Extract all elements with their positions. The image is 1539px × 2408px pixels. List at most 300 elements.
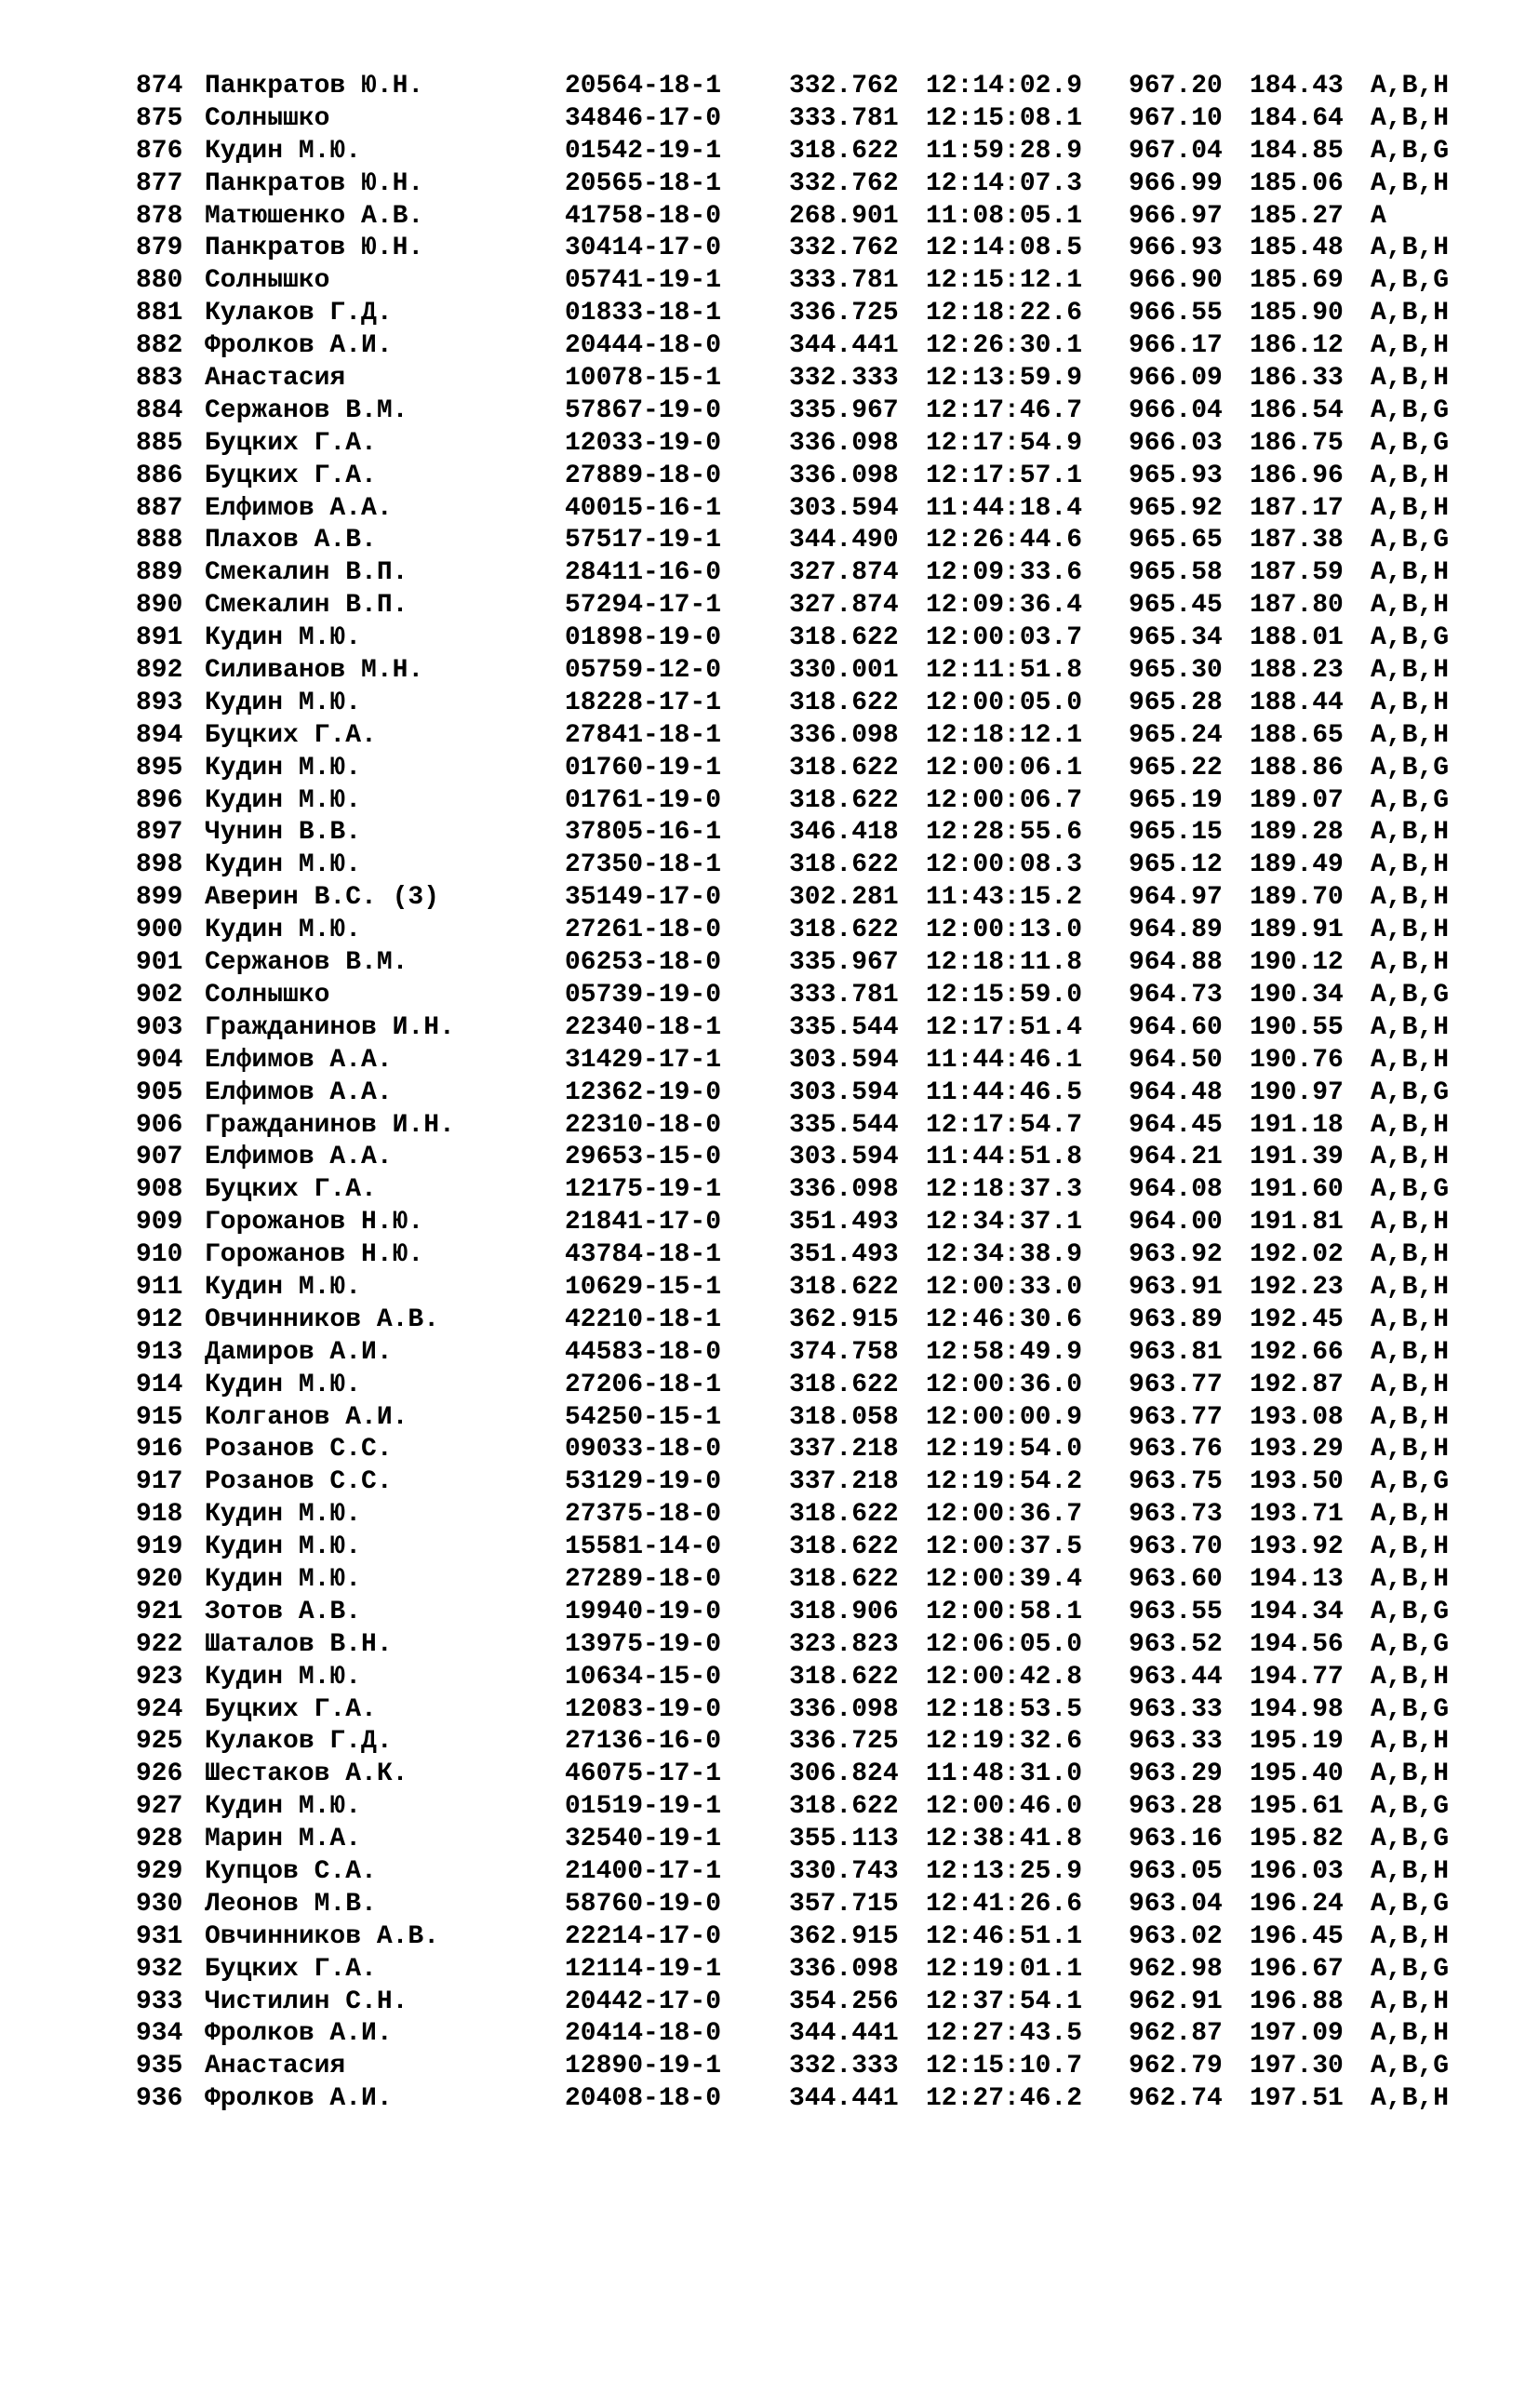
speed: 964.48: [1129, 1077, 1223, 1107]
table-row: [136, 1077, 1476, 1110]
flags: A,B,G: [1371, 623, 1450, 653]
owner-name: Елфимов А.А.: [205, 493, 393, 523]
coefficient: 189.28: [1250, 818, 1344, 848]
ring-number: 28411-16-0: [565, 558, 722, 588]
ring-number: 29653-15-0: [565, 1143, 722, 1172]
speed: 964.21: [1129, 1143, 1223, 1172]
ring-number: 18228-17-1: [565, 688, 722, 717]
distance: 354.256: [789, 1987, 899, 2016]
table-row: [136, 1207, 1476, 1239]
coefficient: 193.29: [1250, 1435, 1344, 1465]
speed: 964.60: [1129, 1012, 1223, 1042]
ring-number: 20408-18-0: [565, 2084, 722, 2114]
distance: 303.594: [789, 1143, 899, 1172]
arrival-time: 12:17:54.7: [926, 1110, 1083, 1140]
distance: 268.901: [789, 201, 899, 231]
coefficient: 186.33: [1250, 364, 1344, 394]
coefficient: 189.07: [1250, 785, 1344, 815]
flags: A,B,H: [1371, 720, 1450, 750]
coefficient: 196.45: [1250, 1921, 1344, 1951]
arrival-time: 12:14:02.9: [926, 72, 1083, 100]
speed: 964.50: [1129, 1045, 1223, 1075]
coefficient: 187.17: [1250, 493, 1344, 523]
arrival-time: 12:17:46.7: [926, 395, 1083, 425]
coefficient: 189.91: [1250, 916, 1344, 945]
speed: 962.91: [1129, 1987, 1223, 2016]
distance: 362.915: [789, 1921, 899, 1951]
speed: 963.70: [1129, 1532, 1223, 1562]
arrival-time: 12:34:37.1: [926, 1208, 1083, 1237]
owner-name: Кудин М.Ю.: [205, 1564, 362, 1594]
arrival-time: 12:00:08.3: [926, 850, 1083, 880]
distance: 336.098: [789, 428, 899, 458]
flags: A,B,H: [1371, 1370, 1450, 1399]
distance: 318.058: [789, 1402, 899, 1432]
flags: A,B,H: [1371, 299, 1450, 328]
speed: 966.90: [1129, 266, 1223, 296]
coefficient: 197.09: [1250, 2019, 1344, 2049]
flags: A,B,G: [1371, 428, 1450, 458]
flags: A,B,H: [1371, 916, 1450, 945]
owner-name: Солнышко: [205, 103, 330, 133]
place-number: 922: [136, 1629, 183, 1659]
distance: 318.622: [789, 1792, 899, 1822]
owner-name: Кудин М.Ю.: [205, 1792, 362, 1822]
ring-number: 27206-18-1: [565, 1370, 722, 1399]
table-row: [136, 1304, 1476, 1337]
table-row: [136, 1142, 1476, 1174]
table-row: [136, 882, 1476, 915]
coefficient: 188.23: [1250, 656, 1344, 686]
distance: 327.874: [789, 591, 899, 621]
flags: A,B,H: [1371, 1500, 1450, 1530]
place-number: 920: [136, 1564, 183, 1594]
speed: 963.92: [1129, 1240, 1223, 1270]
distance: 346.418: [789, 818, 899, 848]
table-row: [136, 1597, 1476, 1629]
flags: A: [1371, 201, 1386, 231]
coefficient: 191.60: [1250, 1175, 1344, 1205]
flags: A,B,G: [1371, 1629, 1450, 1659]
coefficient: 197.51: [1250, 2084, 1344, 2114]
arrival-time: 12:18:22.6: [926, 299, 1083, 328]
coefficient: 192.02: [1250, 1240, 1344, 1270]
table-row: [136, 1791, 1476, 1824]
arrival-time: 11:48:31.0: [926, 1759, 1083, 1789]
arrival-time: 12:13:59.9: [926, 364, 1083, 394]
place-number: 929: [136, 1856, 183, 1886]
owner-name: Панкратов Ю.Н.: [205, 72, 424, 100]
speed: 963.33: [1129, 1727, 1223, 1757]
place-number: 874: [136, 72, 183, 100]
table-row: [136, 655, 1476, 688]
table-row: [136, 298, 1476, 330]
place-number: 877: [136, 168, 183, 198]
flags: A,B,G: [1371, 1954, 1450, 1984]
owner-name: Кудин М.Ю.: [205, 1370, 362, 1399]
distance: 318.622: [789, 1272, 899, 1302]
ring-number: 12890-19-1: [565, 2052, 722, 2081]
ring-number: 44583-18-0: [565, 1337, 722, 1367]
arrival-time: 12:17:54.9: [926, 428, 1083, 458]
coefficient: 192.45: [1250, 1304, 1344, 1334]
distance: 335.967: [789, 395, 899, 425]
flags: A,B,H: [1371, 2019, 1450, 2049]
owner-name: Розанов С.С.: [205, 1435, 393, 1465]
distance: 318.622: [789, 688, 899, 717]
distance: 333.781: [789, 103, 899, 133]
results-table: [136, 71, 1476, 2116]
distance: 318.622: [789, 753, 899, 783]
flags: A,B,H: [1371, 818, 1450, 848]
distance: 332.333: [789, 2052, 899, 2081]
arrival-time: 12:18:12.1: [926, 720, 1083, 750]
coefficient: 185.06: [1250, 168, 1344, 198]
ring-number: 27350-18-1: [565, 850, 722, 880]
coefficient: 192.66: [1250, 1337, 1344, 1367]
coefficient: 190.55: [1250, 1012, 1344, 1042]
flags: A,B,H: [1371, 1921, 1450, 1951]
arrival-time: 12:13:25.9: [926, 1856, 1083, 1886]
arrival-time: 12:58:49.9: [926, 1337, 1083, 1367]
speed: 965.24: [1129, 720, 1223, 750]
owner-name: Панкратов Ю.Н.: [205, 234, 424, 263]
owner-name: Кудин М.Ю.: [205, 1500, 362, 1530]
owner-name: Кудин М.Ю.: [205, 1532, 362, 1562]
ring-number: 21841-17-0: [565, 1208, 722, 1237]
distance: 318.622: [789, 850, 899, 880]
table-row: [136, 136, 1476, 168]
ring-number: 05739-19-0: [565, 980, 722, 1010]
ring-number: 20564-18-1: [565, 72, 722, 100]
flags: A,B,G: [1371, 1825, 1450, 1854]
owner-name: Колганов А.И.: [205, 1402, 408, 1432]
owner-name: Кулаков Г.Д.: [205, 299, 393, 328]
coefficient: 195.19: [1250, 1727, 1344, 1757]
flags: A,B,H: [1371, 461, 1450, 490]
ring-number: 12362-19-0: [565, 1077, 722, 1107]
flags: A,B,H: [1371, 1272, 1450, 1302]
ring-number: 01898-19-0: [565, 623, 722, 653]
speed: 962.74: [1129, 2084, 1223, 2114]
arrival-time: 12:00:06.7: [926, 785, 1083, 815]
arrival-time: 12:27:43.5: [926, 2019, 1083, 2049]
flags: A,B,H: [1371, 1727, 1450, 1757]
place-number: 886: [136, 461, 183, 490]
coefficient: 186.75: [1250, 428, 1344, 458]
place-number: 933: [136, 1987, 183, 2016]
coefficient: 194.98: [1250, 1694, 1344, 1724]
table-row: [136, 201, 1476, 234]
coefficient: 187.80: [1250, 591, 1344, 621]
place-number: 916: [136, 1435, 183, 1465]
flags: A,B,H: [1371, 234, 1450, 263]
distance: 344.441: [789, 331, 899, 361]
flags: A,B,H: [1371, 1564, 1450, 1594]
distance: 333.781: [789, 266, 899, 296]
ring-number: 12114-19-1: [565, 1954, 722, 1984]
owner-name: Анастасия: [205, 364, 346, 394]
ring-number: 20414-18-0: [565, 2019, 722, 2049]
owner-name: Солнышко: [205, 266, 330, 296]
speed: 963.89: [1129, 1304, 1223, 1334]
coefficient: 190.12: [1250, 948, 1344, 978]
owner-name: Буцких Г.А.: [205, 461, 377, 490]
coefficient: 192.23: [1250, 1272, 1344, 1302]
distance: 318.622: [789, 1532, 899, 1562]
coefficient: 186.12: [1250, 331, 1344, 361]
owner-name: Шестаков А.К.: [205, 1759, 408, 1789]
flags: A,B,H: [1371, 331, 1450, 361]
place-number: 888: [136, 526, 183, 555]
place-number: 918: [136, 1500, 183, 1530]
ring-number: 15581-14-0: [565, 1532, 722, 1562]
coefficient: 185.69: [1250, 266, 1344, 296]
ring-number: 37805-16-1: [565, 818, 722, 848]
ring-number: 31429-17-1: [565, 1045, 722, 1075]
distance: 303.594: [789, 1045, 899, 1075]
table-row: [136, 1174, 1476, 1207]
ring-number: 22214-17-0: [565, 1921, 722, 1951]
ring-number: 40015-16-1: [565, 493, 722, 523]
coefficient: 196.88: [1250, 1987, 1344, 2016]
coefficient: 190.97: [1250, 1077, 1344, 1107]
table-row: [136, 1694, 1476, 1727]
arrival-time: 11:43:15.2: [926, 883, 1083, 913]
place-number: 902: [136, 980, 183, 1010]
table-row: [136, 590, 1476, 622]
distance: 357.715: [789, 1889, 899, 1919]
place-number: 879: [136, 234, 183, 263]
place-number: 896: [136, 785, 183, 815]
speed: 962.98: [1129, 1954, 1223, 1984]
speed: 962.87: [1129, 2019, 1223, 2049]
arrival-time: 12:34:38.9: [926, 1240, 1083, 1270]
speed: 965.58: [1129, 558, 1223, 588]
distance: 302.281: [789, 883, 899, 913]
arrival-time: 12:00:46.0: [926, 1792, 1083, 1822]
table-row: [136, 168, 1476, 201]
distance: 318.622: [789, 136, 899, 166]
arrival-time: 12:00:00.9: [926, 1402, 1083, 1432]
ring-number: 01761-19-0: [565, 785, 722, 815]
ring-number: 27841-18-1: [565, 720, 722, 750]
owner-name: Кудин М.Ю.: [205, 753, 362, 783]
ring-number: 20442-17-0: [565, 1987, 722, 2016]
owner-name: Кудин М.Ю.: [205, 136, 362, 166]
speed: 967.04: [1129, 136, 1223, 166]
table-row: [136, 1629, 1476, 1662]
table-row: [136, 622, 1476, 655]
arrival-time: 12:18:37.3: [926, 1175, 1083, 1205]
owner-name: Марин М.А.: [205, 1825, 362, 1854]
ring-number: 21400-17-1: [565, 1856, 722, 1886]
flags: A,B,H: [1371, 883, 1450, 913]
arrival-time: 12:26:30.1: [926, 331, 1083, 361]
flags: A,B,H: [1371, 850, 1450, 880]
place-number: 930: [136, 1889, 183, 1919]
arrival-time: 12:27:46.2: [926, 2084, 1083, 2114]
owner-name: Чунин В.В.: [205, 818, 362, 848]
ring-number: 12175-19-1: [565, 1175, 722, 1205]
speed: 965.34: [1129, 623, 1223, 653]
table-row: [136, 557, 1476, 590]
arrival-time: 12:00:58.1: [926, 1597, 1083, 1626]
ring-number: 53129-19-0: [565, 1467, 722, 1497]
speed: 963.77: [1129, 1402, 1223, 1432]
coefficient: 191.81: [1250, 1208, 1344, 1237]
ring-number: 01542-19-1: [565, 136, 722, 166]
place-number: 909: [136, 1208, 183, 1237]
owner-name: Розанов С.С.: [205, 1467, 393, 1497]
flags: A,B,G: [1371, 1077, 1450, 1107]
flags: A,B,H: [1371, 1987, 1450, 2016]
distance: 351.493: [789, 1208, 899, 1237]
place-number: 894: [136, 720, 183, 750]
arrival-time: 12:41:26.6: [926, 1889, 1083, 1919]
flags: A,B,G: [1371, 2052, 1450, 2081]
flags: A,B,G: [1371, 785, 1450, 815]
flags: A,B,H: [1371, 1045, 1450, 1075]
place-number: 881: [136, 299, 183, 328]
owner-name: Смекалин В.П.: [205, 591, 408, 621]
speed: 966.55: [1129, 299, 1223, 328]
distance: 327.874: [789, 558, 899, 588]
place-number: 934: [136, 2019, 183, 2049]
speed: 965.12: [1129, 850, 1223, 880]
coefficient: 194.56: [1250, 1629, 1344, 1659]
table-row: [136, 753, 1476, 785]
flags: A,B,G: [1371, 1597, 1450, 1626]
ring-number: 43784-18-1: [565, 1240, 722, 1270]
distance: 332.762: [789, 234, 899, 263]
owner-name: Матюшенко А.В.: [205, 201, 424, 231]
distance: 306.824: [789, 1759, 899, 1789]
speed: 965.92: [1129, 493, 1223, 523]
flags: A,B,G: [1371, 1792, 1450, 1822]
speed: 963.77: [1129, 1370, 1223, 1399]
table-row: [136, 849, 1476, 882]
place-number: 885: [136, 428, 183, 458]
table-row: [136, 103, 1476, 136]
owner-name: Буцких Г.А.: [205, 1954, 377, 1984]
speed: 966.09: [1129, 364, 1223, 394]
owner-name: Леонов М.В.: [205, 1889, 377, 1919]
ring-number: 30414-17-0: [565, 234, 722, 263]
flags: A,B,H: [1371, 364, 1450, 394]
speed: 963.05: [1129, 1856, 1223, 1886]
ring-number: 57867-19-0: [565, 395, 722, 425]
table-row: [136, 363, 1476, 395]
coefficient: 187.59: [1250, 558, 1344, 588]
speed: 965.65: [1129, 526, 1223, 555]
flags: A,B,H: [1371, 1012, 1450, 1042]
table-row: [136, 980, 1476, 1012]
place-number: 900: [136, 916, 183, 945]
ring-number: 01519-19-1: [565, 1792, 722, 1822]
arrival-time: 12:19:32.6: [926, 1727, 1083, 1757]
coefficient: 185.27: [1250, 201, 1344, 231]
place-number: 935: [136, 2052, 183, 2081]
speed: 965.30: [1129, 656, 1223, 686]
flags: A,B,H: [1371, 656, 1450, 686]
coefficient: 189.49: [1250, 850, 1344, 880]
speed: 964.97: [1129, 883, 1223, 913]
ring-number: 20565-18-1: [565, 168, 722, 198]
ring-number: 19940-19-0: [565, 1597, 722, 1626]
coefficient: 186.96: [1250, 461, 1344, 490]
table-row: [136, 1954, 1476, 1987]
place-number: 908: [136, 1175, 183, 1205]
arrival-time: 11:44:18.4: [926, 493, 1083, 523]
speed: 964.08: [1129, 1175, 1223, 1205]
place-number: 932: [136, 1954, 183, 1984]
owner-name: Панкратов Ю.Н.: [205, 168, 424, 198]
flags: A,B,G: [1371, 980, 1450, 1010]
ring-number: 01760-19-1: [565, 753, 722, 783]
flags: A,B,H: [1371, 1856, 1450, 1886]
distance: 318.622: [789, 1370, 899, 1399]
owner-name: Елфимов А.А.: [205, 1143, 393, 1172]
place-number: 890: [136, 591, 183, 621]
owner-name: Солнышко: [205, 980, 330, 1010]
ring-number: 27261-18-0: [565, 916, 722, 945]
arrival-time: 12:46:30.6: [926, 1304, 1083, 1334]
arrival-time: 12:38:41.8: [926, 1825, 1083, 1854]
coefficient: 192.87: [1250, 1370, 1344, 1399]
flags: A,B,H: [1371, 493, 1450, 523]
arrival-time: 12:28:55.6: [926, 818, 1083, 848]
owner-name: Буцких Г.А.: [205, 1175, 377, 1205]
owner-name: Горожанов Н.Ю.: [205, 1208, 424, 1237]
coefficient: 194.77: [1250, 1662, 1344, 1692]
table-row: [136, 330, 1476, 363]
place-number: 915: [136, 1402, 183, 1432]
flags: A,B,H: [1371, 1435, 1450, 1465]
ring-number: 54250-15-1: [565, 1402, 722, 1432]
ring-number: 22310-18-0: [565, 1110, 722, 1140]
owner-name: Чистилин С.Н.: [205, 1987, 408, 2016]
speed: 965.28: [1129, 688, 1223, 717]
place-number: 891: [136, 623, 183, 653]
flags: A,B,G: [1371, 753, 1450, 783]
arrival-time: 12:00:33.0: [926, 1272, 1083, 1302]
speed: 965.93: [1129, 461, 1223, 490]
distance: 336.098: [789, 720, 899, 750]
table-row: [136, 1466, 1476, 1499]
owner-name: Горожанов Н.Ю.: [205, 1240, 424, 1270]
speed: 963.52: [1129, 1629, 1223, 1659]
speed: 963.28: [1129, 1792, 1223, 1822]
coefficient: 195.40: [1250, 1759, 1344, 1789]
place-number: 884: [136, 395, 183, 425]
flags: A,B,H: [1371, 591, 1450, 621]
distance: 318.622: [789, 785, 899, 815]
table-row: [136, 785, 1476, 818]
coefficient: 196.03: [1250, 1856, 1344, 1886]
arrival-time: 12:00:36.0: [926, 1370, 1083, 1399]
arrival-time: 12:19:54.0: [926, 1435, 1083, 1465]
arrival-time: 12:00:06.1: [926, 753, 1083, 783]
distance: 336.098: [789, 461, 899, 490]
place-number: 910: [136, 1240, 183, 1270]
flags: A,B,G: [1371, 1889, 1450, 1919]
speed: 963.16: [1129, 1825, 1223, 1854]
flags: A,B,G: [1371, 136, 1450, 166]
table-row: [136, 2051, 1476, 2083]
table-row: [136, 1889, 1476, 1921]
distance: 318.622: [789, 916, 899, 945]
